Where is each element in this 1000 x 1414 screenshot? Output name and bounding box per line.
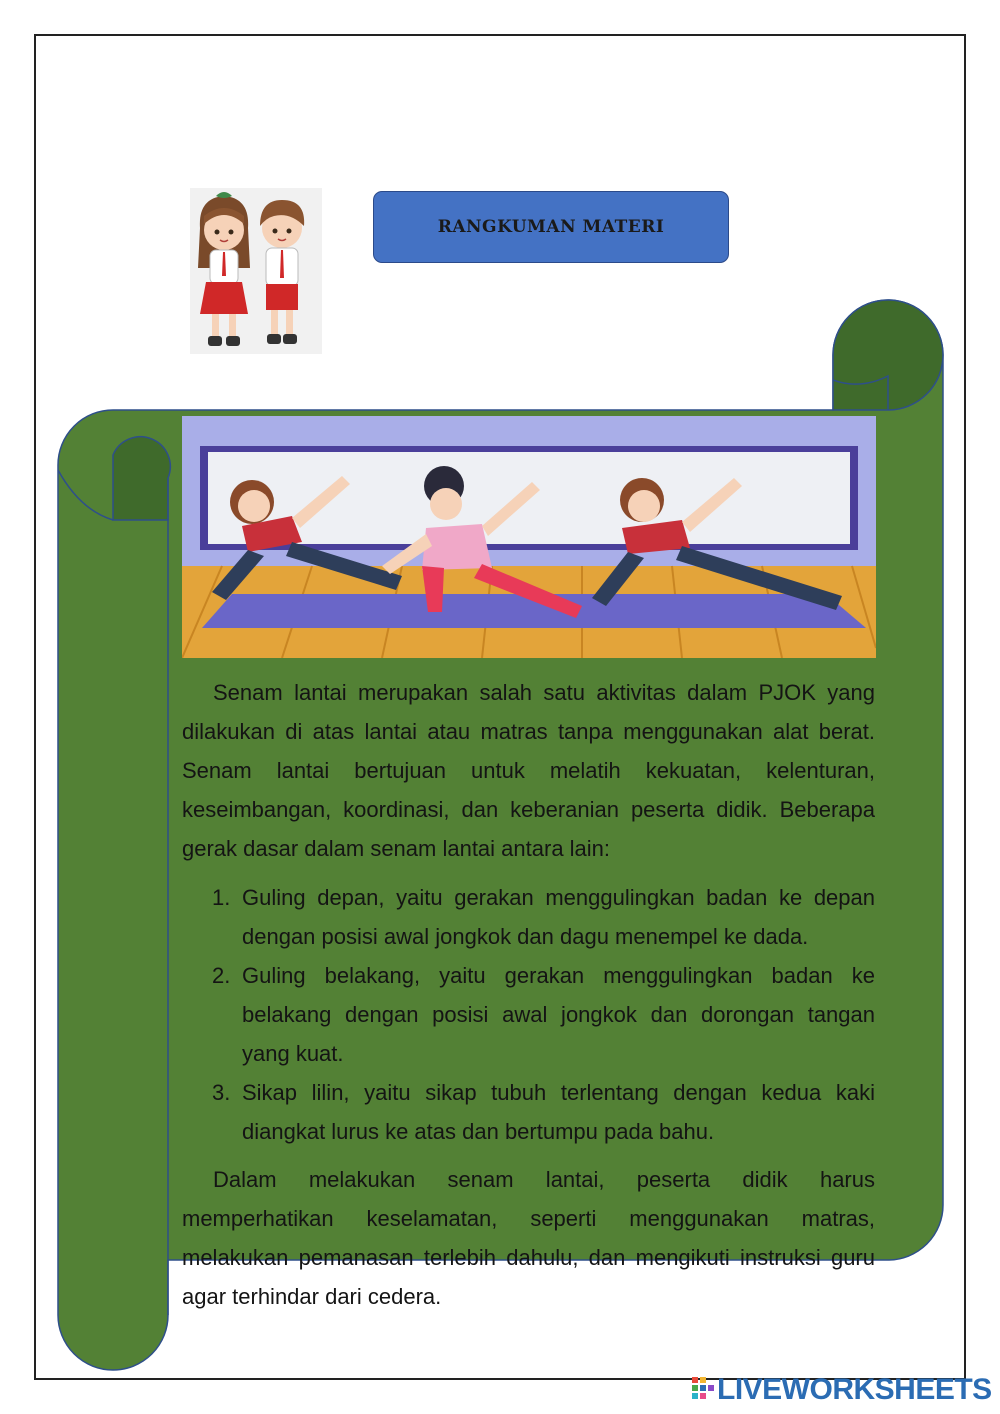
steps-list	[182, 878, 875, 1151]
students-illustration	[190, 188, 322, 354]
summary-text	[182, 673, 875, 1316]
liveworksheets-watermark[interactable]	[692, 1374, 992, 1406]
title-box	[373, 191, 729, 263]
watermark-text: LIVEWORKSHEETS	[717, 1373, 992, 1406]
list-item-text: Sikap lilin, yaitu sikap tubuh terlentang dengan kedua kaki diangkat lurus ke atas dan bertumpu pada bahu.	[242, 1080, 875, 1144]
list-item-number: 3.	[212, 1080, 231, 1105]
list-item-text: Guling depan, yaitu gerakan menggulingkan badan ke depan dengan posisi awal jongkok dan dagu menempel ke dada.	[242, 885, 875, 949]
list-item-number: 2.	[212, 963, 231, 988]
gymnastics-illustration	[182, 416, 876, 658]
list-item-number: 1.	[212, 885, 231, 910]
page-title: RANGKUMAN MATERI	[437, 217, 665, 237]
intro-paragraph: Senam lantai merupakan salah satu aktivitas dalam PJOK yang dilakukan di atas lantai atau matras tanpa menggunakan alat berat. Senam lantai bertujuan untuk melatih kekuatan, kelenturan, keseimbangan, koordinasi, dan keberanian peserta didik. Beberapa gerak dasar dalam senam lantai antara lain:	[182, 680, 875, 861]
list-item	[182, 878, 875, 956]
scroll-curl-top-left	[113, 437, 170, 520]
list-item-text: Guling belakang, yaitu gerakan menggulingkan badan ke belakang dengan posisi awal jongkok dan dorongan tangan yang kuat.	[242, 963, 875, 1066]
liveworksheets-logo-icon	[692, 1377, 714, 1403]
closing-paragraph: Dalam melakukan senam lantai, peserta didik harus memperhatikan keselamatan, seperti menggunakan matras, melakukan pemanasan terlebih dahulu, dan mengikuti instruksi guru agar terhindar dari cedera.	[182, 1167, 875, 1309]
list-item	[182, 956, 875, 1073]
list-item	[182, 1073, 875, 1151]
